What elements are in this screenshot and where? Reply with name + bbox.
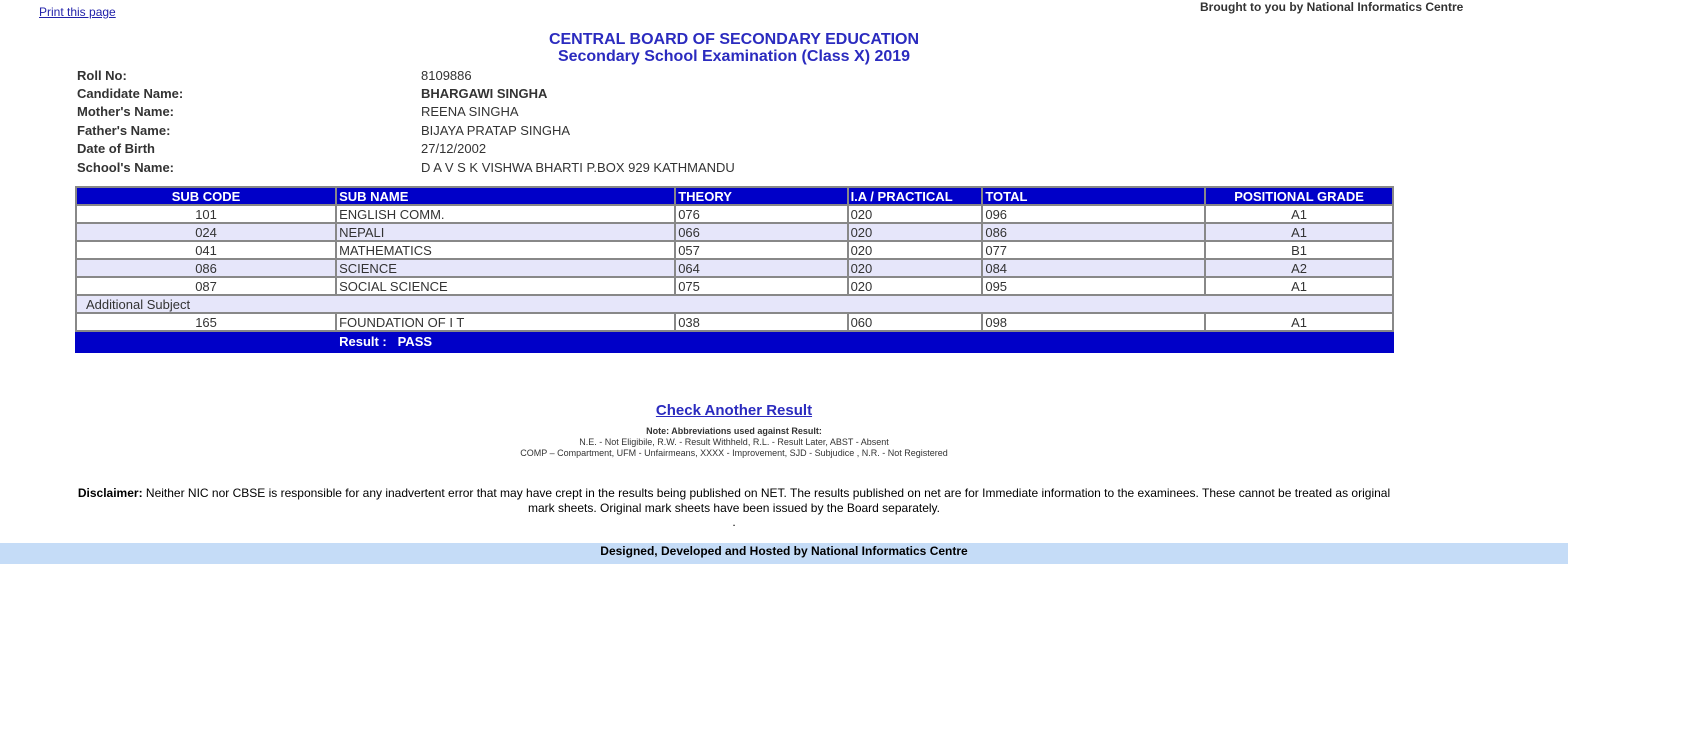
table-cell: 024 <box>76 223 336 241</box>
table-cell: 087 <box>76 277 336 295</box>
info-value: BHARGAWI SINGHA <box>421 86 548 102</box>
marks-table <box>75 186 1394 353</box>
table-cell: 064 <box>675 259 847 277</box>
table-cell: 020 <box>848 277 983 295</box>
note-line-1: N.E. - Not Eligibile, R.W. - Result Withheld, R.L. - Result Later, ABST - Absent <box>579 437 889 447</box>
table-row <box>76 259 1393 277</box>
abbreviations-note <box>0 426 1468 459</box>
check-another-result-link[interactable]: Check Another Result <box>655 402 813 419</box>
table-cell: SOCIAL SCIENCE <box>336 277 675 295</box>
info-row <box>77 158 735 176</box>
table-row <box>76 241 1393 259</box>
table-cell: A2 <box>1205 259 1393 277</box>
table-cell: 095 <box>982 277 1205 295</box>
info-row <box>77 140 735 158</box>
table-cell: ENGLISH COMM. <box>336 205 675 223</box>
info-row <box>77 121 735 139</box>
table-cell: 057 <box>675 241 847 259</box>
column-header: SUB NAME <box>336 187 675 205</box>
column-header: SUB CODE <box>76 187 336 205</box>
table-cell: A1 <box>1205 313 1393 331</box>
info-label: Candidate Name: <box>77 86 184 102</box>
table-cell: B1 <box>1205 241 1393 259</box>
table-row <box>76 223 1393 241</box>
disclaimer <box>75 486 1393 530</box>
table-cell: 020 <box>848 259 983 277</box>
table-cell: 084 <box>982 259 1205 277</box>
info-label: Date of Birth <box>77 141 155 157</box>
print-page-link[interactable]: Print this page <box>39 5 116 19</box>
info-value: BIJAYA PRATAP SINGHA <box>421 122 571 138</box>
table-cell: 096 <box>982 205 1205 223</box>
table-cell: 041 <box>76 241 336 259</box>
additional-subject-label: Additional Subject <box>76 295 1393 313</box>
column-header: TOTAL <box>982 187 1205 205</box>
table-cell: A1 <box>1205 223 1393 241</box>
table-cell: 038 <box>675 313 847 331</box>
info-label: Father's Name: <box>77 122 171 138</box>
candidate-info <box>77 66 735 176</box>
table-cell: 020 <box>848 223 983 241</box>
column-header: THEORY <box>675 187 847 205</box>
brought-by-text: Brought to you by National Informatics Centre <box>1200 0 1464 14</box>
table-cell: 086 <box>982 223 1205 241</box>
table-cell: 020 <box>848 241 983 259</box>
note-title: Note: Abbreviations used against Result: <box>646 426 822 436</box>
info-row <box>77 66 735 84</box>
disclaimer-label: Disclaimer: <box>77 486 143 500</box>
table-row <box>76 313 1393 331</box>
table-cell: 075 <box>675 277 847 295</box>
note-line-2: COMP – Compartment, UFM - Unfairmeans, XXXX - Improvement, SJD - Subjudice , N.R. - Not Registered <box>520 448 948 458</box>
board-name: CENTRAL BOARD OF SECONDARY EDUCATION <box>548 31 920 48</box>
result-row <box>76 331 1393 352</box>
table-cell: 086 <box>76 259 336 277</box>
table-cell: 020 <box>848 205 983 223</box>
info-value: REENA SINGHA <box>421 104 519 120</box>
disclaimer-text: Neither NIC nor CBSE is responsible for any inadvertent error that may have crept in the results being published on NET. The results published on net are for Immediate information to the examinees. These cannot be treated as original mark sheets. Original mark sheets have been issued by the Board separately. <box>142 486 1391 515</box>
table-cell: A1 <box>1205 277 1393 295</box>
footer: Designed, Developed and Hosted by National Informatics Centre <box>0 543 1568 564</box>
info-label: School's Name: <box>77 159 175 175</box>
result-spacer <box>76 331 336 352</box>
table-cell: 076 <box>675 205 847 223</box>
info-value: 27/12/2002 <box>421 141 487 157</box>
table-cell: SCIENCE <box>336 259 675 277</box>
table-cell: A1 <box>1205 205 1393 223</box>
table-cell: 101 <box>76 205 336 223</box>
info-value: 8109886 <box>421 67 472 83</box>
info-row <box>77 103 735 121</box>
table-cell: MATHEMATICS <box>336 241 675 259</box>
exam-name: Secondary School Examination (Class X) 2019 <box>557 48 911 65</box>
info-label: Mother's Name: <box>77 104 174 120</box>
disclaimer-dot: . <box>732 515 736 529</box>
table-cell: 066 <box>675 223 847 241</box>
info-row <box>77 84 735 102</box>
result-status: Result : PASS <box>336 331 1393 352</box>
info-value: D A V S K VISHWA BHARTI P.BOX 929 KATHMANDU <box>421 159 735 175</box>
table-cell: 165 <box>76 313 336 331</box>
table-cell: FOUNDATION OF I T <box>336 313 675 331</box>
table-cell: 098 <box>982 313 1205 331</box>
table-row <box>76 277 1393 295</box>
table-cell: NEPALI <box>336 223 675 241</box>
column-header: POSITIONAL GRADE <box>1205 187 1393 205</box>
table-cell: 077 <box>982 241 1205 259</box>
additional-subject-row <box>76 295 1393 313</box>
column-header: I.A / PRACTICAL <box>848 187 983 205</box>
page-title <box>0 31 1468 65</box>
table-cell: 060 <box>848 313 983 331</box>
table-row <box>76 205 1393 223</box>
info-label: Roll No: <box>77 67 127 83</box>
